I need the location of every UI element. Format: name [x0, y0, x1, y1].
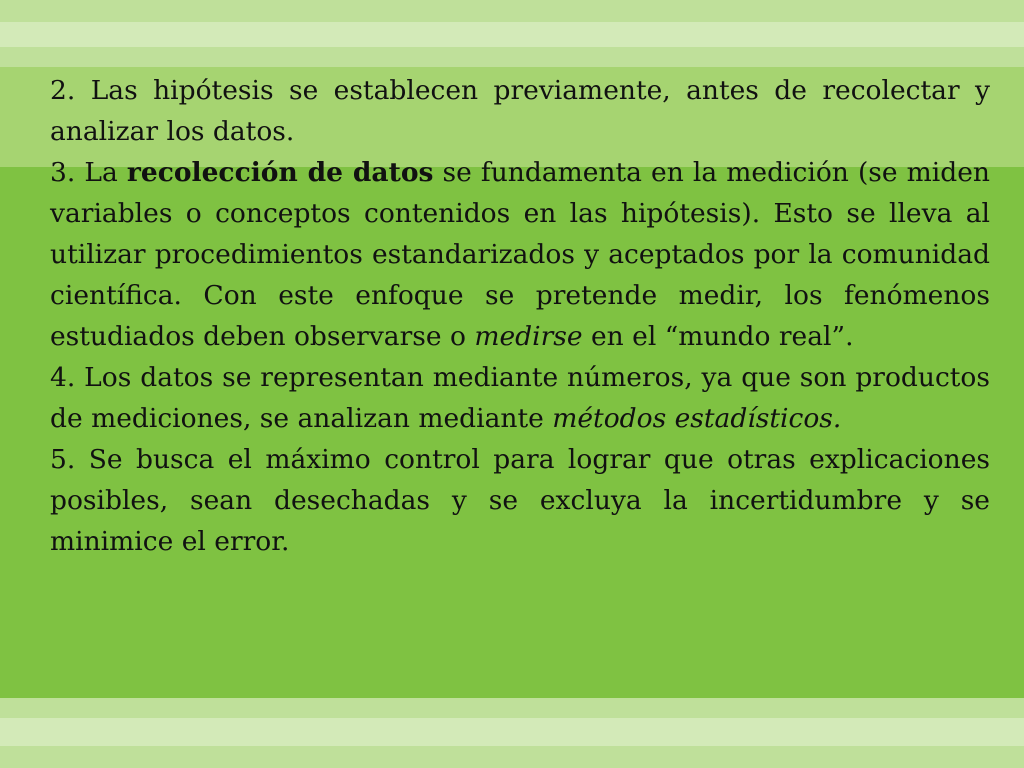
item-2-text: 2. Las hipótesis se establecen previamente, antes de recolectar y analizar los datos. [50, 75, 990, 147]
item-3-italic-term: medirse [474, 321, 583, 352]
item-4-text: 4. Los datos se representan mediante números, ya que son productos de mediciones, se analizan mediante [50, 362, 990, 434]
item-5-text: 5. Se busca el máximo control para lograr que otras explicaciones posibles, sean desechadas y se excluya la incertidumbre y se minimice el error. [50, 444, 990, 557]
background-band [0, 718, 1024, 746]
slide-body [50, 70, 990, 562]
paragraph-item-5 [50, 439, 990, 562]
background-band [0, 47, 1024, 67]
item-3-bold-term: recolección de datos [126, 157, 434, 188]
paragraph-item-3 [50, 152, 990, 357]
background-band [0, 22, 1024, 47]
item-3-text-middle: se fundamenta en la medición (se miden variables o conceptos contenidos en las hipótesis). Esto se lleva al utilizar procedimientos estandarizados y aceptados por la comunidad científica. Con este enfoque se pretende medir, los fenómenos estudiados deben observarse o [50, 157, 990, 352]
item-4-italic-term: métodos estadísticos. [552, 403, 842, 434]
item-3-text-end: en el “mundo real”. [582, 321, 854, 352]
item-3-text-start: 3. La [50, 157, 127, 188]
paragraph-item-2 [50, 70, 990, 152]
background-band [0, 698, 1024, 718]
paragraph-item-4 [50, 357, 990, 439]
background-band [0, 746, 1024, 768]
background-band [0, 0, 1024, 22]
